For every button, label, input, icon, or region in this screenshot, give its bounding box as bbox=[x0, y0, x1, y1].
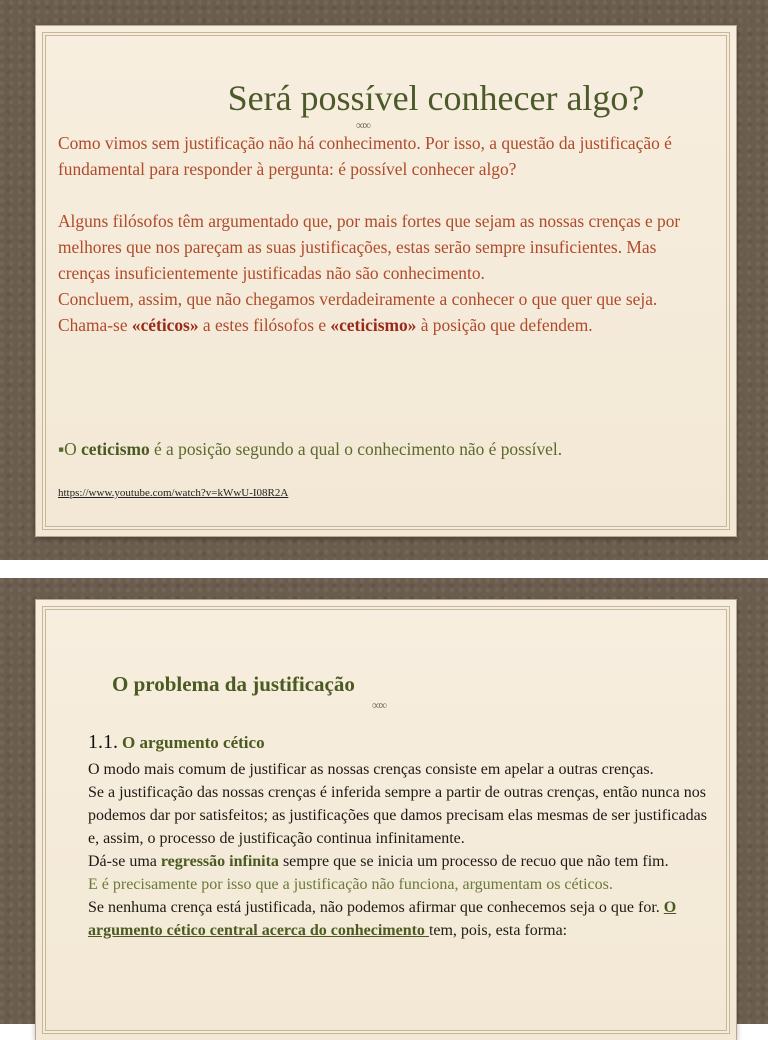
paragraph-3-end: à posição que defendem. bbox=[416, 315, 593, 335]
slide-2-paragraph-5 bbox=[88, 896, 718, 942]
bullet-rest: é a posição segundo a qual o conhecimento não é possível. bbox=[149, 439, 563, 459]
paragraph-2: Alguns filósofos têm argumentado que, por mais fortes que sejam as nossas crenças e por melhores que nos pareçam as suas justificações, estas serão sempre insuficientes. Mas crenças insuficientemente justificadas não são conhecimento. bbox=[58, 211, 681, 283]
term-ceticos: «céticos» bbox=[131, 315, 199, 335]
term-regressao-infinita: regressão infinita bbox=[160, 853, 279, 870]
section-title: O argumento cético bbox=[122, 733, 265, 752]
p5-end: tem, pois, esta forma: bbox=[428, 922, 568, 939]
p5-start: Se nenhuma crença está justificada, não podemos afirmar que conhecemos seja o que for. bbox=[88, 899, 664, 916]
slide-2-paragraph-1: O modo mais comum de justificar as nossas crenças consiste em apelar a outras crenças. bbox=[88, 761, 654, 778]
bullet-term: ceticismo bbox=[81, 439, 150, 459]
slide-1-body bbox=[58, 130, 708, 338]
slide-2-body bbox=[88, 728, 718, 942]
slide-2 bbox=[0, 578, 768, 1024]
slide-1-paper bbox=[36, 26, 736, 536]
argument-link[interactable]: O argumento cético central acerca do conhecimento bbox=[88, 899, 677, 939]
p3-start: Dá-se uma bbox=[88, 853, 161, 870]
title-ornament: ∞∞ bbox=[356, 118, 370, 132]
definition-bullet bbox=[58, 436, 718, 462]
slide-2-paragraph-2: Se a justificação das nossas crenças é inferida sempre a partir de outras crenças, então nunca nos podemos dar por satisfeitos; as justificações que damos precisam elas mesmas de ser justificadas e, assim, o processo de justificação continua infinitamente. bbox=[88, 784, 707, 847]
paragraph-3-mid: a estes filósofos e bbox=[198, 315, 331, 335]
section-header bbox=[88, 728, 718, 758]
section-number: 1.1. bbox=[88, 731, 118, 753]
bullet-marker: ▪O bbox=[58, 439, 82, 459]
paragraph-3 bbox=[58, 286, 708, 338]
heading-ornament: ∞∞ bbox=[372, 698, 386, 712]
slide-2-paragraph-4: E é precisamente por isso que a justificação não funciona, argumentam os céticos. bbox=[88, 876, 613, 893]
paragraph-1: Como vimos sem justificação não há conhecimento. Por isso, a questão da justificação é fundamental para responder à pergunta: é possível conhecer algo? bbox=[58, 133, 672, 179]
paragraph-3-start: Concluem, assim, que não chegamos verdadeiramente a conhecer o que quer que seja. Chama-se bbox=[58, 289, 658, 335]
slide-1-title: Será possível conhecer algo? bbox=[227, 78, 645, 118]
p3-end: sempre que se inicia um processo de recuo que não tem fim. bbox=[278, 853, 669, 870]
term-ceticismo: «ceticismo» bbox=[330, 315, 417, 335]
slide-2-heading: O problema da justificação bbox=[112, 672, 355, 696]
slide-2-paragraph-3 bbox=[88, 850, 718, 873]
youtube-link[interactable]: https://www.youtube.com/watch?v=kWwU-I08R2A bbox=[58, 487, 289, 499]
slide-2-paper bbox=[36, 600, 736, 1040]
